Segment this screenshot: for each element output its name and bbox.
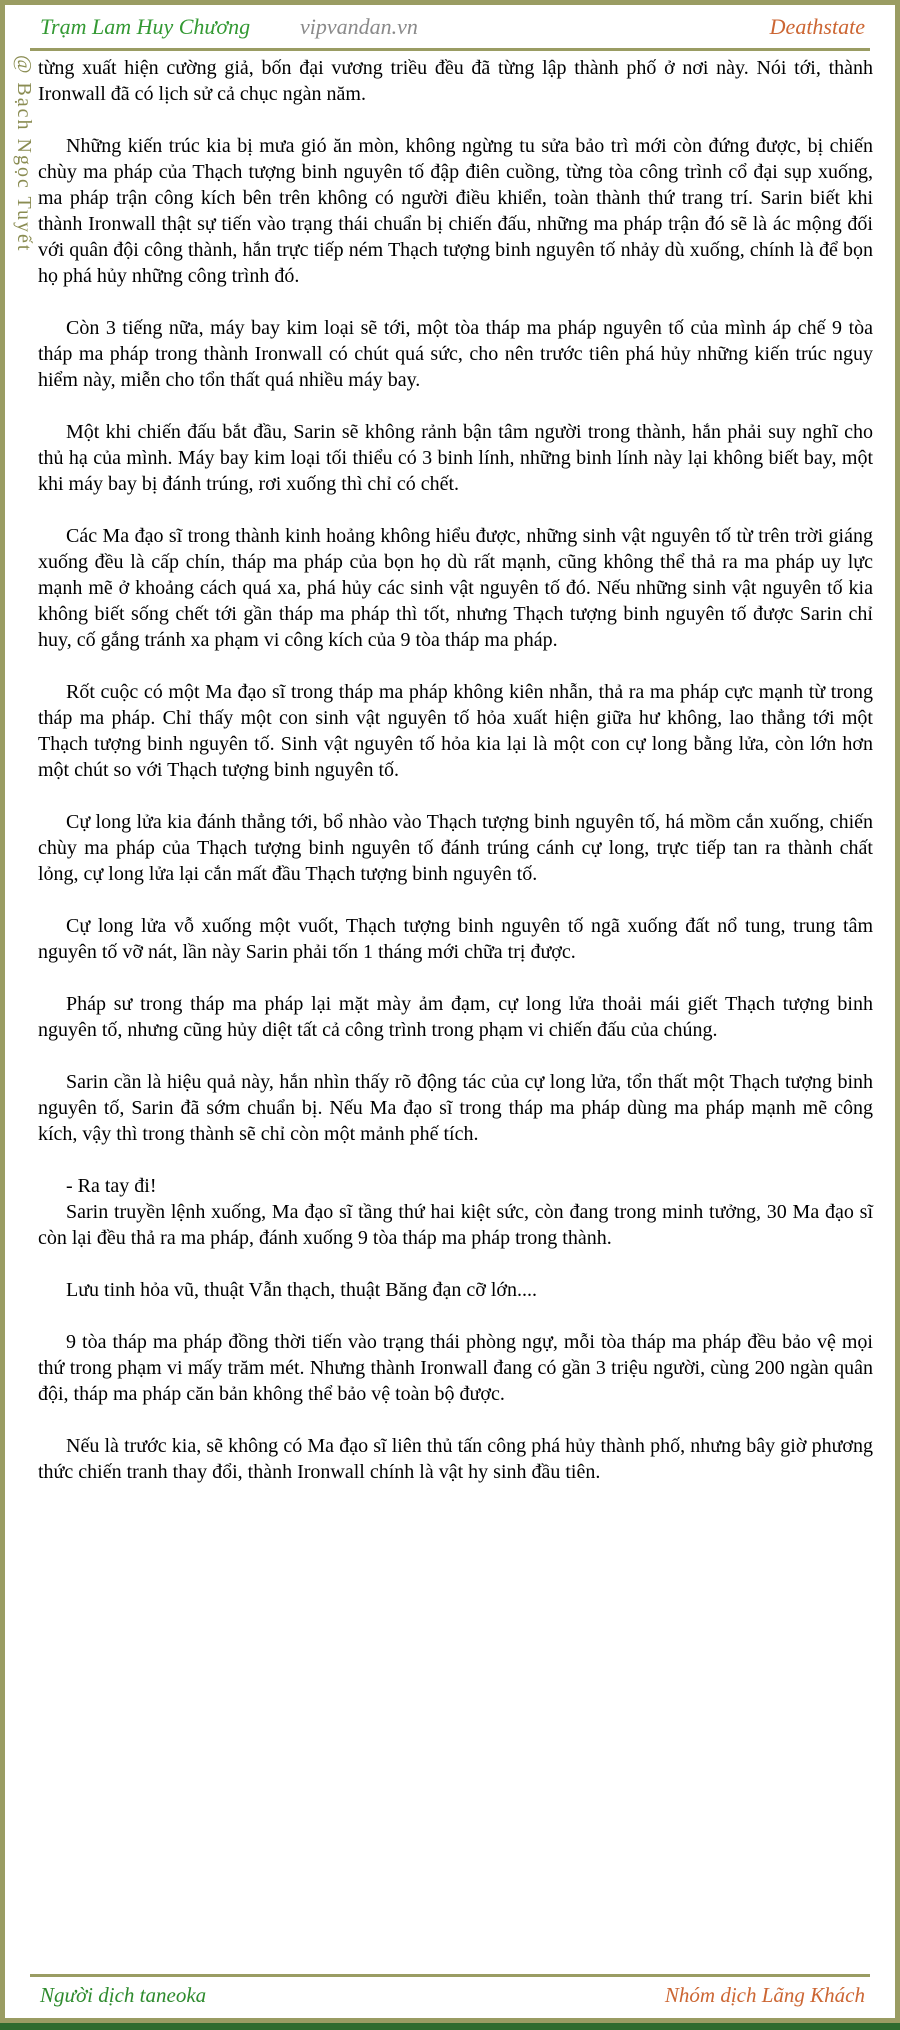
chapter-title: Deathstate — [769, 14, 865, 39]
translator-credit: Người dịch taneoka — [40, 1983, 207, 2007]
paragraph: Cự long lửa kia đánh thẳng tới, bổ nhào vào Thạch tượng binh nguyên tố, há mồm cắn xuống, chiến chùy ma pháp của Thạch tượng binh nguyên tố đánh trúng cánh cự long, trực tiếp tan ra thành chất lỏng, cự long lửa lại cắn mất đầu Thạch tượng binh nguyên tố. — [38, 811, 873, 885]
chapter-text — [38, 55, 873, 1485]
paragraph: 9 tòa tháp ma pháp đồng thời tiến vào trạng thái phòng ngự, mỗi tòa tháp ma pháp đều bảo vệ mọi thứ trong phạm vi mấy trăm mét. Nhưng thành Ironwall đang có gần 3 triệu người, cùng 200 ngàn quân đội, tháp ma pháp căn bản không thể bảo vệ toàn bộ được. — [38, 1331, 873, 1405]
translator-watermark: @ Bạch Ngọc Tuyết — [13, 55, 35, 253]
paragraph: Sarin truyền lệnh xuống, Ma đạo sĩ tầng thứ hai kiệt sức, còn đang trong minh tưởng, 30 Ma đạo sĩ còn lại đều thả ra ma pháp, đánh xuống 9 tòa tháp ma pháp trong thành. — [38, 1201, 873, 1249]
paragraph: Các Ma đạo sĩ trong thành kinh hoảng không hiểu được, những sinh vật nguyên tố từ trên trời giáng xuống đều là cấp chín, tháp ma pháp của bọn họ dù rất mạnh, cũng không thể thả ra ma pháp uy lực mạnh mẽ ở khoảng cách quá xa, phá hủy các sinh vật nguyên tố đó. Nếu những sinh vật nguyên tố kia không biết sống chết tới gần tháp ma pháp thì tốt, nhưng Thạch tượng binh nguyên tố được Sarin chỉ huy, cố gắng tránh xa phạm vi công kích của 9 tòa tháp ma pháp. — [38, 525, 873, 651]
paragraph: Những kiến trúc kia bị mưa gió ăn mòn, không ngừng tu sửa bảo trì mới còn đứng được, bị chiến chùy ma pháp của Thạch tượng binh nguyên tố đập điên cuồng, từng tòa công trình cổ đại sụp xuống, ma pháp trận công kích bên trên không có người điều khiển, toàn thành thứ trang trí. Sarin biết khi thành Ironwall thật sự tiến vào trạng thái chuẩn bị chiến đấu, những ma pháp trận đó sẽ là ác mộng đối với quân đội công thành, hắn trực tiếp ném Thạch tượng binh nguyên tố nhảy dù xuống, chính là để bọn họ phá hủy những công trình đó. — [38, 135, 873, 287]
paragraph: Một khi chiến đấu bắt đầu, Sarin sẽ không rảnh bận tâm người trong thành, hắn phải suy nghĩ cho thủ hạ của mình. Máy bay kim loại tối thiểu có 3 binh lính, những binh lính này lại không biết bay, một khi máy bay bị đánh trúng, rơi xuống thì chỉ có chết. — [38, 421, 873, 495]
paragraph: Cự long lửa vỗ xuống một vuốt, Thạch tượng binh nguyên tố ngã xuống đất nổ tung, trung tâm nguyên tố vỡ nát, lần này Sarin phải tốn 1 tháng mới chữa trị được. — [38, 915, 873, 963]
footer-divider — [30, 1974, 870, 1977]
page-footer — [5, 1974, 895, 2013]
paragraph: - Ra tay đi! — [66, 1175, 157, 1197]
story-title: Trạm Lam Huy Chương — [40, 14, 251, 39]
paragraph: Còn 3 tiếng nữa, máy bay kim loại sẽ tới, một tòa tháp ma pháp nguyên tố của mình áp chế 9 tòa tháp ma pháp trong thành Ironwall có chút quá sức, cho nên trước tiên phá hủy những kiến trúc nguy hiểm này, miễn cho tổn thất quá nhiều máy bay. — [38, 317, 873, 391]
paragraph: Rốt cuộc có một Ma đạo sĩ trong tháp ma pháp không kiên nhẫn, thả ra ma pháp cực mạnh từ trong tháp ma pháp. Chỉ thấy một con sinh vật nguyên tố hỏa xuất hiện giữa hư không, lao thẳng tới một Thạch tượng binh nguyên tố. Sinh vật nguyên tố hỏa kia lại là một con cự long bằng lửa, còn lớn hơn một chút so với Thạch tượng binh nguyên tố. — [38, 681, 873, 781]
paragraph: Nếu là trước kia, sẽ không có Ma đạo sĩ liên thủ tấn công phá hủy thành phố, nhưng bây giờ phương thức chiến tranh thay đổi, thành Ironwall chính là vật hy sinh đầu tiên. — [38, 1435, 873, 1483]
page-header — [5, 12, 895, 48]
header-divider — [30, 48, 870, 51]
paragraph: Pháp sư trong tháp ma pháp lại mặt mày ảm đạm, cự long lửa thoải mái giết Thạch tượng binh nguyên tố, nhưng cũng hủy diệt tất cả công trình trong phạm vi chiến đấu của chúng. — [38, 993, 873, 1041]
paragraph: Sarin cần là hiệu quả này, hắn nhìn thấy rõ động tác của cự long lửa, tổn thất một Thạch tượng binh nguyên tố, Sarin đã sớm chuẩn bị. Nếu Ma đạo sĩ trong tháp ma pháp dùng ma pháp mạnh mẽ công kích, vậy thì trong thành sẽ chỉ còn một mảnh phế tích. — [38, 1071, 873, 1145]
paragraph: từng xuất hiện cường giả, bốn đại vương triều đều đã từng lập thành phố ở nơi này. Nói tới, thành Ironwall đã có lịch sử cả chục ngàn năm. — [38, 57, 873, 105]
paragraph: Lưu tinh hỏa vũ, thuật Vẫn thạch, thuật Băng đạn cỡ lớn.... — [66, 1279, 537, 1301]
site-url-link[interactable]: vipvandan.vn — [300, 14, 418, 39]
translation-group-credit: Nhóm dịch Lãng Khách — [664, 1983, 865, 2007]
